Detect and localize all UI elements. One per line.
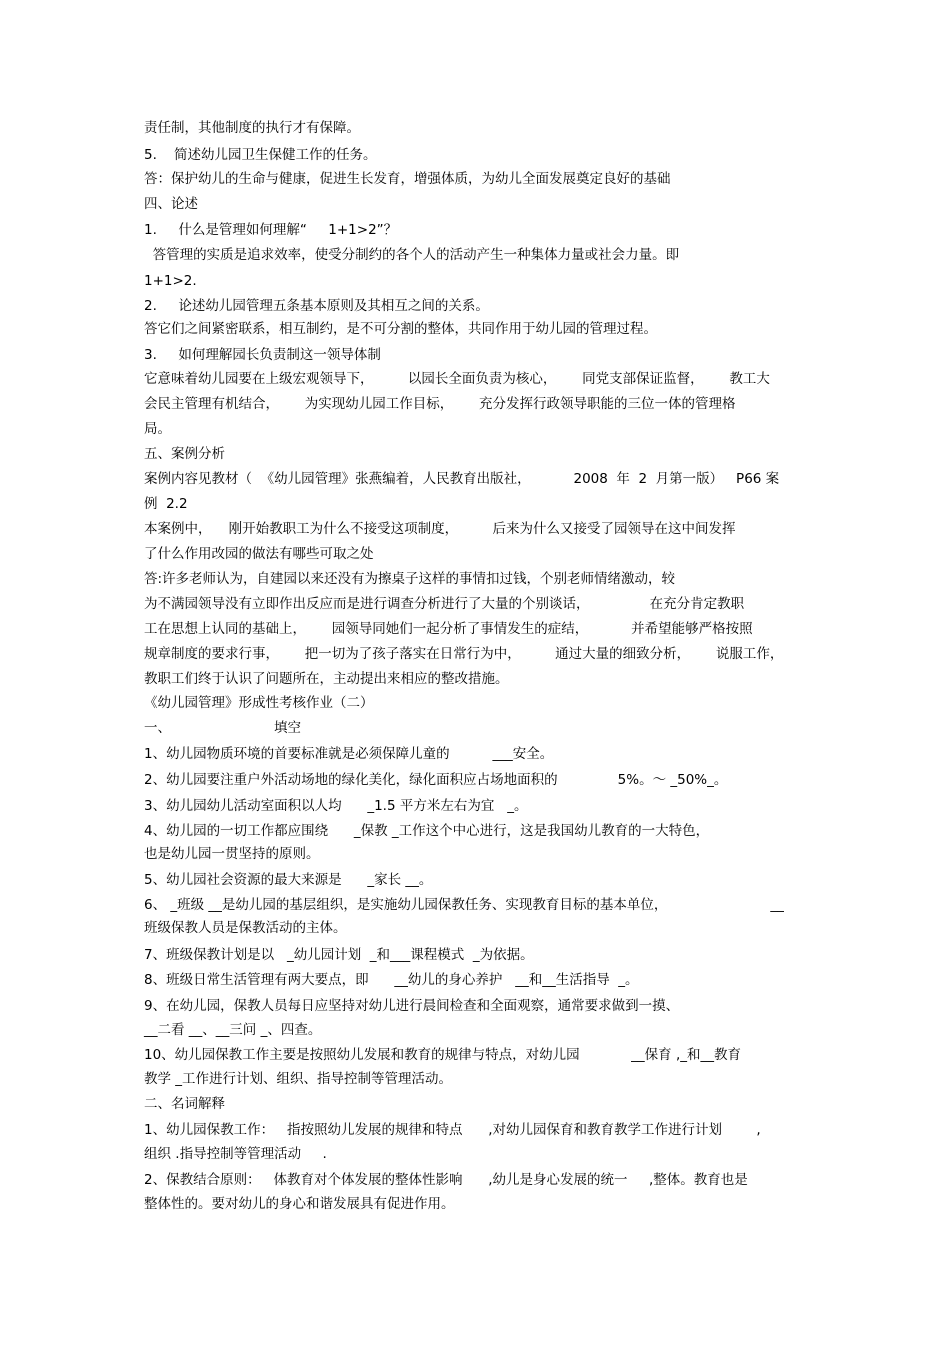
section-heading: 二、名词解释 [144, 1096, 225, 1112]
text-line: 局。 [144, 421, 171, 437]
text-line: 2、幼儿园要注重户外活动场地的绿化美化，绿化面积应占场地面积的 5%。～ _50%_。 [144, 772, 728, 788]
section-heading: 四、论述 [144, 196, 198, 212]
text-line: 3. 如何理解园长负责制这一领导体制 [144, 347, 381, 363]
text-line: 教学 _工作进行计划、组织、指导控制等管理活动。 [144, 1071, 453, 1087]
text-line: 规章制度的要求行事， 把一切为了孩子落实在日常行为中， 通过大量的细致分析， 说服工作， [144, 646, 784, 662]
section-heading: 一、 填空 [144, 720, 301, 736]
text-line: 1、幼儿园物质环境的首要标准就是必须保障儿童的 ___安全。 [144, 746, 554, 762]
text-line: 4、幼儿园的一切工作都应围绕 _保教 _工作这个中心进行，这是我国幼儿教育的一大特色， [144, 823, 710, 839]
text-line: 会民主管理有机结合， 为实现幼儿园工作目标， 充分发挥行政领导职能的三位一体的管理格 [144, 396, 736, 412]
text-line: 答:许多老师认为，自建园以来还没有为擦桌子这样的事情扣过钱，个别老师情绪激动，较 [144, 571, 676, 587]
text-line: 5、幼儿园社会资源的最大来源是 _家长 __。 [144, 872, 433, 888]
text-line: 了什么作用改园的做法有哪些可取之处 [144, 546, 374, 562]
text-line: 整体性的。要对幼儿的身心和谐发展具有促进作用。 [144, 1196, 455, 1212]
text-line: 8、班级日常生活管理有两大要点，即 __幼儿的身心养护 __和__生活指导 _。 [144, 972, 639, 988]
text-line: 答管理的实质是追求效率，使受分制约的各个人的活动产生一种集体力量或社会力量。即 [144, 247, 680, 263]
document-subtitle: 《幼儿园管理》形成性考核作业（二） [144, 695, 374, 711]
text-line: 班级保教人员是保教活动的主体。 [144, 920, 347, 936]
text-line: 案例内容见教材（ 《幼儿园管理》张燕编着，人民教育出版社， 2008 年 2 月第一版） P66 案 [144, 471, 780, 487]
text-line: 5. 简述幼儿园卫生保健工作的任务。 [144, 147, 377, 163]
text-line: 9、在幼儿园，保教人员每日应坚持对幼儿进行晨间检查和全面观察，通常要求做到一摸、 [144, 998, 680, 1014]
text-line: 答：保护幼儿的生命与健康，促进生长发育，增强体质，为幼儿全面发展奠定良好的基础 [144, 171, 671, 187]
text-line: 它意味着幼儿园要在上级宏观领导下， 以园长全面负责为核心， 同党支部保证监督， 教工大 [144, 371, 770, 387]
text-line: 1+1>2. [144, 273, 197, 289]
text-line: 3、幼儿园幼儿活动室面积以人均 _1.5 平方米左右为宜 _。 [144, 798, 528, 814]
text-line: 2、保教结合原则： 体教育对个体发展的整体性影响 ,幼儿是身心发展的统一 ,整体。教育也是 [144, 1172, 748, 1188]
text-line: 1、幼儿园保教工作： 指按照幼儿发展的规律和特点 ,对幼儿园保育和教育教学工作进行计划 , [144, 1122, 761, 1138]
text-line: 也是幼儿园一贯坚持的原则。 [144, 846, 320, 862]
section-heading: 五、案例分析 [144, 446, 225, 462]
text-line: 例 2.2 [144, 496, 188, 512]
text-line: 6、 _班级 __是幼儿园的基层组织，是实施幼儿园保教任务、实现教育目标的基本单位， __ [144, 897, 784, 913]
text-line: __二看 __、__三问 _、四查。 [144, 1022, 322, 1038]
text-line: 10、幼儿园保教工作主要是按照幼儿发展和教育的规律与特点，对幼儿园 __保育 ,_和__教育 [144, 1047, 742, 1063]
text-line: 为不满园领导没有立即作出反应而是进行调查分析进行了大量的个别谈话， 在充分肯定教职 [144, 596, 745, 612]
text-line: 责任制，其他制度的执行才有保障。 [144, 120, 360, 136]
text-line: 本案例中， 刚开始教职工为什么不接受这项制度， 后来为什么又接受了园领导在这中间发挥 [144, 521, 736, 537]
text-line: 教职工们终于认识了问题所在，主动提出来相应的整改措施。 [144, 671, 509, 687]
text-line: 7、班级保教计划是以 _幼儿园计划 _和___课程模式 _为依据。 [144, 947, 534, 963]
text-line: 2. 论述幼儿园管理五条基本原则及其相互之间的关系。 [144, 298, 489, 314]
text-line: 答它们之间紧密联系，相互制约，是不可分割的整体，共同作用于幼儿园的管理过程。 [144, 321, 657, 337]
text-line: 1. 什么是管理如何理解“ 1+1>2”？ [144, 222, 398, 238]
text-line: 工在思想上认同的基础上， 园领导同她们一起分析了事情发生的症结， 并希望能够严格按照 [144, 621, 753, 637]
text-line: 组织 .指导控制等管理活动 . [144, 1146, 327, 1162]
